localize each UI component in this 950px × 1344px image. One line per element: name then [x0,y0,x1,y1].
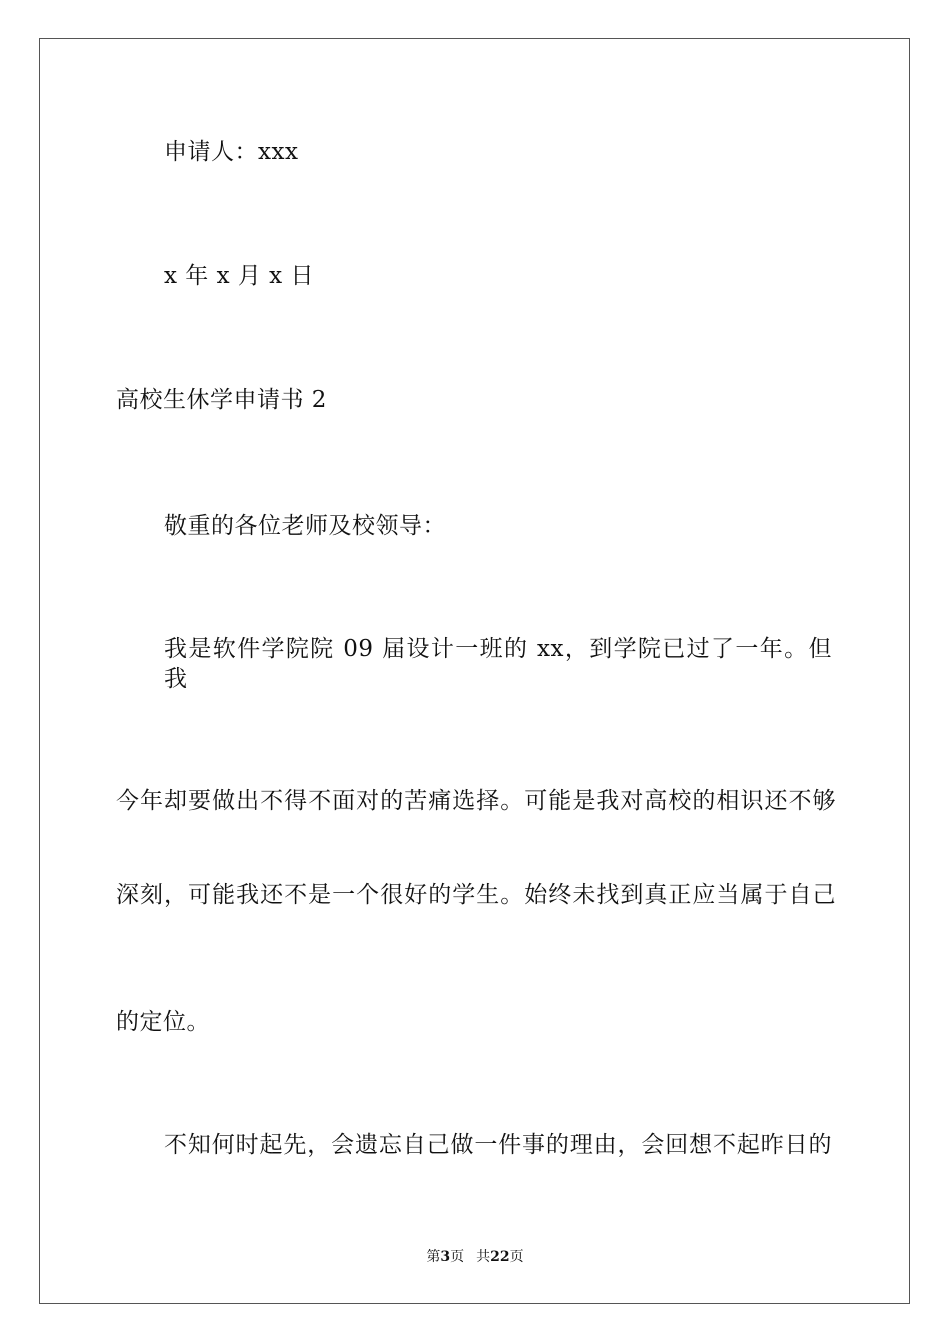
footer-page-number: 3 [440,1249,451,1265]
salutation: 敬重的各位老师及校领导： [164,513,446,539]
footer-page-suffix: 页 [450,1249,465,1265]
paragraph-1-line-2: 今年却要做出不得不面对的苦痛选择。可能是我对高校的相识还不够 [116,788,836,814]
paragraph-1-line-1: 我是软件学院院 09 届设计一班的 xx，到学院已过了一年。但我 [164,636,832,692]
paragraph-1-line-4: 的定位。 [116,1009,210,1035]
paragraph-2-line-1: 不知何时起先，会遗忘自己做一件事的理由，会回想不起昨日的 [164,1132,832,1158]
date-line: x 年 x 月 x 日 [164,263,314,289]
footer-page-prefix: 第 [426,1249,441,1265]
applicant-line: 申请人：xxx [164,139,299,165]
section-title: 高校生休学申请书 2 [116,387,327,413]
page-footer [0,1248,950,1266]
footer-total-prefix: 共 [476,1249,491,1265]
footer-total-suffix: 页 [509,1249,524,1265]
footer-total-pages: 22 [490,1249,510,1265]
paragraph-1-line-3: 深刻，可能我还不是一个很好的学生。始终未找到真正应当属于自己 [116,882,836,908]
